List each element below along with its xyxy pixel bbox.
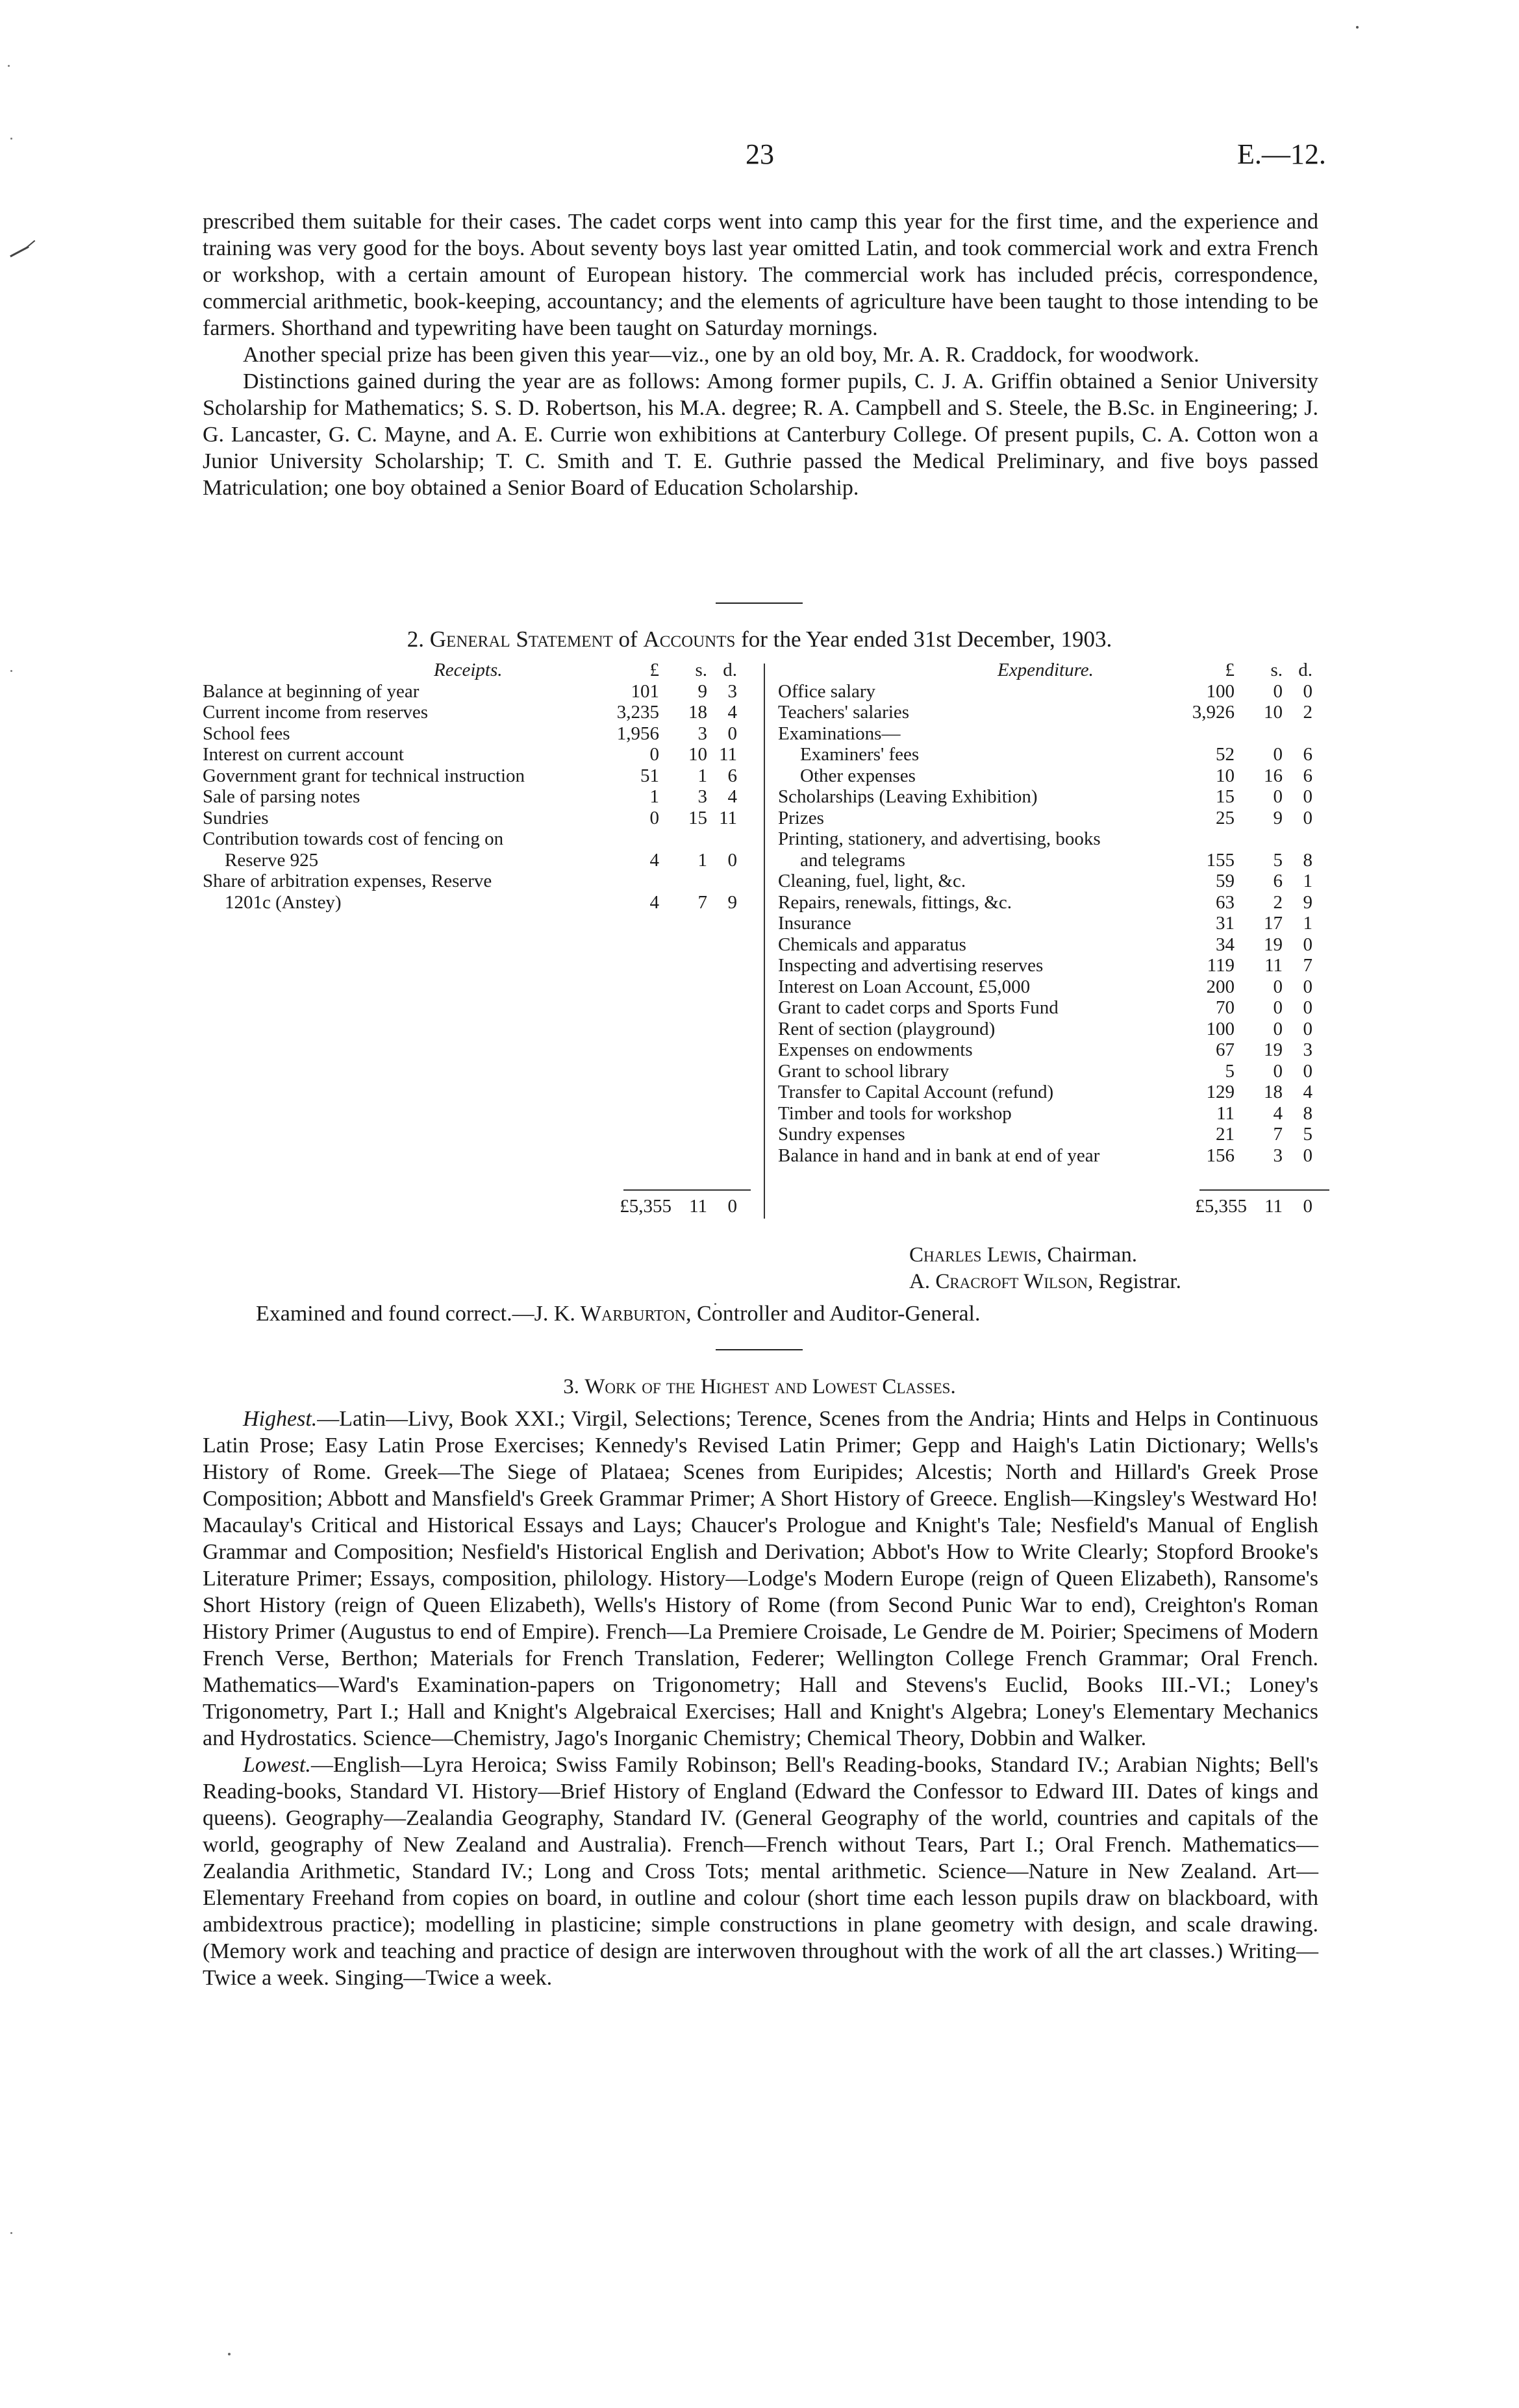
expenditure-shillings: 0 [1273, 976, 1283, 997]
paragraph: prescribed them suitable for their cases. The cadet corps went into camp this year for the first time, and the experience and training was very good for the boys. About seventy boys last year omitted Latin, and took commercial work and extra French or workshop, with a certain amount of European history. The commercial work has included précis, correspondence, commercial arithmetic, book-keeping, accountancy; and the elements of agriculture have been taught to those intending to be farmers. Shorthand and typewriting have been taught on Saturday mornings. [203, 210, 1318, 340]
expenditure-shillings: 16 [1264, 765, 1283, 786]
margin-pencil-mark [25, 240, 36, 249]
expenditure-row [778, 955, 1337, 976]
receipts-header-row [203, 660, 748, 681]
page-number: 23 [746, 138, 774, 170]
accounts-title-part: Accounts [643, 627, 736, 652]
accounts-title-part: for the Year ended 31st December, 1903. [741, 627, 1112, 652]
highest-paragraph [203, 1406, 1318, 1752]
expenditure-pence: 5 [1303, 1124, 1312, 1145]
receipts-shillings: 1 [697, 849, 707, 871]
total-rule [623, 1189, 751, 1191]
scan-speck [10, 670, 12, 672]
expenditure-pence: 4 [1303, 1082, 1312, 1102]
receipts-shillings: 3 [697, 786, 707, 807]
registrar-signature [909, 1269, 1181, 1295]
expenditure-shillings: 11 [1264, 955, 1283, 976]
expenditure-column [778, 660, 1337, 1166]
section-divider [716, 1349, 803, 1350]
receipts-row [203, 828, 748, 850]
expenditure-pence: 8 [1303, 849, 1312, 871]
receipts-label: Contribution towards cost of fencing on [203, 828, 504, 849]
expenditure-pounds: 200 [1206, 976, 1235, 997]
expenditure-total-shillings: 11 [1264, 1196, 1283, 1217]
receipts-row [203, 786, 748, 808]
expenditure-pounds: 156 [1206, 1145, 1235, 1166]
expenditure-pounds: 31 [1216, 913, 1235, 934]
receipts-total-pounds: £5,355 [620, 1196, 672, 1217]
receipts-pounds: 101 [631, 680, 659, 702]
expenditure-pounds: 59 [1216, 871, 1235, 891]
expenditure-row [778, 1103, 1337, 1124]
scan-speck [228, 2353, 231, 2355]
receipts-pounds: 51 [640, 765, 659, 786]
receipts-total-shillings: 11 [689, 1196, 707, 1217]
receipts-pence: 4 [727, 702, 737, 723]
work-text [203, 1406, 1318, 1991]
receipts-label: Interest on current account [203, 744, 404, 765]
receipts-pounds: 3,235 [616, 702, 659, 723]
expenditure-label: Prizes [778, 807, 824, 828]
receipts-shillings: 18 [688, 702, 707, 723]
work-title-number: 3. [563, 1375, 580, 1398]
expenditure-label: Transfer to Capital Account (refund) [778, 1082, 1054, 1102]
expenditure-label: and telegrams [800, 849, 905, 871]
receipts-pence: 11 [719, 744, 737, 765]
receipts-pence: 6 [727, 765, 737, 786]
expenditure-pence: 0 [1303, 786, 1312, 807]
expenditure-pence: 0 [1303, 1018, 1312, 1039]
expenditure-pounds: 52 [1216, 744, 1235, 765]
expenditure-shillings: 17 [1264, 913, 1283, 934]
expenditure-pence: 1 [1303, 913, 1312, 934]
highest-text: —Latin—Livy, Book XXI.; Virgil, Selections; Terence, Scenes from the Andria; Hints and Helps in Continuous Latin Prose; Easy Latin Prose Exercises; Kennedy's Revised Latin Primer; Gepp and Haigh's Latin Dictionary; Wells's History of Rome. Greek—The Siege of Plataea; Scenes from Euripides; Alcestis; North and Hillard's Greek Prose Composition; Abbott and Mansfield's Greek Grammar Primer; A Short History of Greece. English—Kingsley's Westward Ho! Macaulay's Critical and Historical Essays and Lays; Chaucer's Prologue and Knight's Tale; Nesfield's Manual of English Grammar and Composition; Nesfield's Historical English and Derivation; Abbot's How to Write Clearly; Stopford Brooke's Literature Primer; Essays, composition, philology. History—Lodge's Modern Europe (reign of Queen Elizabeth), Ransome's Short History (reign of Queen Elizabeth), Wells's History of Rome (from Second Punic War to end), Creighton's Roman History Primer (Augustus to end of Empire). French—La Premiere Croisade, Le Gendre de M. Poirier; Specimens of Modern French Verse, Berthon; Materials for French Translation, Federer; Wellington College French Grammar; Oral French. Mathematics—Ward's Examination-papers on Trigonometry; Hall and Stevens's Euclid, Books III.-VI.; Loney's Trigonometry, Part I.; Hall and Knight's Algebraical Exercises; Hall and Knight's Algebra; Loney's Elementary Mechanics and Hydrostatics. Science—Chemistry, Jago's Inorganic Chemistry; Chemical Theory, Dobbin and Walker. [203, 1407, 1318, 1750]
expenditure-row [778, 828, 1337, 850]
expenditure-pence: 7 [1303, 955, 1312, 976]
receipts-pence: 0 [727, 723, 737, 744]
receipts-shillings: 10 [688, 744, 707, 765]
section-divider [716, 602, 803, 604]
expenditure-pence: 9 [1303, 891, 1312, 913]
receipts-shillings: 7 [697, 891, 707, 913]
expenditure-label: Rent of section (playground) [778, 1018, 996, 1039]
expenditure-row [778, 808, 1337, 829]
expenditure-row [778, 681, 1337, 702]
receipts-label: Sale of parsing notes [203, 786, 360, 807]
expenditure-label: Balance in hand and in bank at end of year [778, 1145, 1100, 1166]
expenditure-shillings: 0 [1273, 1018, 1283, 1039]
receipts-shillings: 1 [697, 765, 707, 786]
expenditure-shillings: 0 [1273, 680, 1283, 702]
expenditure-shillings: 2 [1273, 891, 1283, 913]
expenditure-row [778, 1145, 1337, 1167]
receipts-row [203, 892, 748, 913]
expenditure-rows [778, 681, 1337, 1167]
receipts-pence: 9 [727, 891, 737, 913]
expenditure-pounds: 34 [1216, 934, 1235, 955]
expenditure-pence: 2 [1303, 702, 1312, 723]
pence-head: d. [1298, 660, 1312, 680]
expenditure-pounds: 3,926 [1192, 702, 1235, 723]
expenditure-pence: 0 [1303, 1145, 1312, 1166]
scan-speck [1356, 26, 1359, 29]
receipts-pounds: 1 [649, 786, 659, 807]
receipts-pence: 4 [727, 786, 737, 807]
expenditure-pounds: 15 [1216, 786, 1235, 807]
expenditure-pounds: 100 [1206, 1018, 1235, 1039]
expenditure-shillings: 0 [1273, 744, 1283, 765]
work-title-text: Work of the Highest and Lowest Classes. [584, 1375, 956, 1398]
expenditure-row [778, 786, 1337, 808]
expenditure-label: Chemicals and apparatus [778, 934, 966, 955]
expenditure-label: Examiners' fees [800, 744, 920, 765]
receipts-row [203, 702, 748, 723]
expenditure-label: Interest on Loan Account, £5,000 [778, 976, 1031, 997]
expenditure-label: Grant to school library [778, 1060, 949, 1082]
expenditure-shillings: 10 [1264, 702, 1283, 723]
receipts-pence: 0 [727, 849, 737, 871]
accounts-title-part: of [618, 627, 638, 652]
expenditure-row [778, 892, 1337, 913]
expenditure-shillings: 7 [1273, 1124, 1283, 1145]
expenditure-pence: 8 [1303, 1102, 1312, 1124]
receipts-label: Share of arbitration expenses, Reserve [203, 871, 492, 891]
expenditure-total-row [778, 1196, 1337, 1217]
receipts-row [203, 744, 748, 765]
expenditure-row [778, 871, 1337, 892]
expenditure-shillings: 18 [1264, 1082, 1283, 1102]
receipts-pounds: 0 [649, 807, 659, 828]
expenditure-shillings: 19 [1264, 934, 1283, 955]
expenditure-shillings: 0 [1273, 997, 1283, 1018]
accounts-title [0, 627, 1519, 652]
expenditure-label: Cleaning, fuel, light, &c. [778, 871, 966, 891]
work-title [0, 1375, 1519, 1399]
expenditure-row [778, 1039, 1337, 1061]
registrar-title: , Registrar. [1087, 1270, 1181, 1293]
shillings-head: s. [1270, 660, 1283, 680]
receipts-label: Balance at beginning of year [203, 680, 420, 702]
lowest-paragraph [203, 1752, 1318, 1991]
expenditure-pence: 6 [1303, 765, 1312, 786]
receipts-label: 1201c (Anstey) [225, 891, 342, 913]
expenditure-pounds: 25 [1216, 807, 1235, 828]
expenditure-pence: 0 [1303, 934, 1312, 955]
expenditure-pence: 1 [1303, 871, 1312, 891]
expenditure-label: Scholarships (Leaving Exhibition) [778, 786, 1038, 807]
expenditure-shillings: 19 [1264, 1039, 1283, 1060]
expenditure-pounds: 11 [1216, 1102, 1235, 1124]
pence-head: d. [723, 660, 737, 680]
receipts-pounds: 4 [649, 891, 659, 913]
receipts-label: Current income from reserves [203, 702, 429, 723]
expenditure-row [778, 1019, 1337, 1040]
expenditure-label: Teachers' salaries [778, 702, 910, 723]
receipts-row [203, 765, 748, 787]
auditor-name: J. K. Warburton [534, 1302, 686, 1326]
expenditure-pence: 0 [1303, 1060, 1312, 1082]
receipts-pounds: 1,956 [616, 723, 659, 744]
receipts-pounds: 0 [649, 744, 659, 765]
total-rule [1199, 1189, 1329, 1191]
expenditure-heading: Expenditure. [998, 660, 1094, 680]
expenditure-shillings: 5 [1273, 849, 1283, 871]
receipts-label: Government grant for technical instruction [203, 765, 525, 786]
expenditure-label: Other expenses [800, 765, 916, 786]
receipts-row [203, 808, 748, 829]
chairman-signature [909, 1242, 1137, 1268]
expenditure-pounds: 119 [1207, 955, 1235, 976]
audit-suffix: , Controller and Auditor-General. [686, 1302, 981, 1326]
expenditure-label: Inspecting and advertising reserves [778, 955, 1044, 976]
expenditure-row [778, 913, 1337, 934]
expenditure-shillings: 6 [1273, 871, 1283, 891]
intro-text [203, 208, 1318, 501]
expenditure-pounds: 5 [1225, 1060, 1235, 1082]
expenditure-pence: 0 [1303, 997, 1312, 1018]
expenditure-label: Expenses on endowments [778, 1039, 973, 1060]
expenditure-pounds: 67 [1216, 1039, 1235, 1060]
expenditure-row [778, 702, 1337, 723]
receipts-pounds: 4 [649, 849, 659, 871]
expenditure-pence: 0 [1303, 807, 1312, 828]
chairman-name: Charles Lewis [909, 1243, 1037, 1267]
expenditure-row [778, 976, 1337, 998]
receipts-row [203, 850, 748, 871]
receipts-shillings: 15 [688, 807, 707, 828]
receipts-heading: Receipts. [434, 660, 503, 680]
expenditure-pence: 0 [1303, 976, 1312, 997]
chairman-title: , Chairman. [1036, 1243, 1137, 1267]
expenditure-pence: 3 [1303, 1039, 1312, 1060]
receipts-label: Reserve 925 [225, 849, 319, 871]
audit-statement [256, 1301, 981, 1327]
expenditure-total-pence: 0 [1303, 1196, 1312, 1217]
receipts-label: Sundries [203, 807, 269, 828]
audit-prefix: Examined and found correct.— [256, 1302, 534, 1326]
expenditure-row [778, 997, 1337, 1019]
expenditure-label: Repairs, renewals, fittings, &c. [778, 891, 1012, 913]
expenditure-row [778, 1061, 1337, 1082]
expenditure-pounds: 155 [1206, 849, 1235, 871]
column-separator [764, 664, 765, 1219]
scan-speck [8, 65, 10, 67]
expenditure-pounds: 10 [1216, 765, 1235, 786]
expenditure-shillings: 9 [1273, 807, 1283, 828]
paragraph: Distinctions gained during the year are as follows: Among former pupils, C. J. A. Griffin obtained a Senior University Scholarship for Mathematics; S. S. D. Robertson, his M.A. degree; R. A. Campbell and S. Steele, the B.Sc. in Engineering; J. G. Lancaster, G. C. Mayne, and A. E. Currie won exhibitions at Canterbury College. Of present pupils, C. A. Cotton won a Junior University Scholarship; T. C. Smith and T. E. Guthrie passed the Medical Preliminary, and five boys passed Matriculation; one boy obtained a Senior Board of Education Scholarship. [203, 369, 1318, 500]
pounds-head: £ [1225, 660, 1235, 680]
expenditure-label: Sundry expenses [778, 1124, 905, 1145]
scan-speck [10, 138, 12, 140]
receipts-total-pence: 0 [727, 1196, 737, 1217]
expenditure-pence: 6 [1303, 744, 1312, 765]
expenditure-label: Insurance [778, 913, 851, 934]
shillings-head: s. [695, 660, 707, 680]
receipts-row [203, 723, 748, 745]
expenditure-pounds: 70 [1216, 997, 1235, 1018]
expenditure-label: Grant to cadet corps and Sports Fund [778, 997, 1059, 1018]
pounds-head: £ [649, 660, 659, 680]
registrar-name: A. Cracroft Wilson [909, 1270, 1088, 1293]
receipts-shillings: 9 [697, 680, 707, 702]
expenditure-row [778, 1082, 1337, 1103]
expenditure-shillings: 4 [1273, 1102, 1283, 1124]
expenditure-pounds: 129 [1206, 1082, 1235, 1102]
receipts-row [203, 871, 748, 892]
expenditure-shillings: 3 [1273, 1145, 1283, 1166]
expenditure-pounds: 100 [1206, 680, 1235, 702]
lowest-label: Lowest. [243, 1753, 311, 1777]
expenditure-row [778, 744, 1337, 765]
accounts-title-part: General Statement [429, 627, 613, 652]
expenditure-label: Office salary [778, 680, 876, 702]
expenditure-label: Timber and tools for workshop [778, 1102, 1012, 1124]
expenditure-row [778, 934, 1337, 956]
receipts-total-row [203, 1196, 748, 1217]
highest-label: Highest. [243, 1407, 318, 1431]
expenditure-pence: 0 [1303, 680, 1312, 702]
receipts-rows [203, 681, 748, 913]
lowest-text: —English—Lyra Heroica; Swiss Family Robinson; Bell's Reading-books, Standard IV.; Arabian Nights; Bell's Reading-books, Standard VI. History—Brief History of England (Edward the Confessor to Edward III. Dates of kings and queens). Geography—Zealandia Geography, Standard IV. (General Geography of the world, countries and capitals of the world, geography of New Zealand and Australia). French—French without Tears, Part I.; Oral French. Mathematics—Zealandia Arithmetic, Standard IV.; Long and Cross Tots; mental arithmetic. Science—Nature in New Zealand. Art—Elementary Freehand from copies on board, in outline and colour (short time each lesson pupils draw on blackboard, with ambidextrous practice); modelling in plasticine; simple constructions in plane geometry with design, and scale drawing. (Memory work and teaching and practice of design are interwoven throughout with the work of all the art classes.) Writing—Twice a week. Singing—Twice a week. [203, 1753, 1318, 1990]
receipts-row [203, 681, 748, 702]
expenditure-shillings: 0 [1273, 786, 1283, 807]
accounts-title-number: 2. [407, 627, 425, 652]
receipts-shillings: 3 [697, 723, 707, 744]
expenditure-row [778, 765, 1337, 787]
expenditure-label: Printing, stationery, and advertising, books [778, 828, 1101, 849]
receipts-pence: 3 [727, 680, 737, 702]
paragraph: Another special prize has been given this year—viz., one by an old boy, Mr. A. R. Craddock, for woodwork. [243, 343, 1199, 367]
expenditure-label: Examinations— [778, 723, 901, 744]
expenditure-row [778, 850, 1337, 871]
expenditure-shillings: 0 [1273, 1060, 1283, 1082]
expenditure-row [778, 1124, 1337, 1145]
expenditure-pounds: 63 [1216, 891, 1235, 913]
receipts-pence: 11 [719, 807, 737, 828]
expenditure-pounds: 21 [1216, 1124, 1235, 1145]
expenditure-total-pounds: £5,355 [1195, 1196, 1247, 1217]
expenditure-row [778, 723, 1337, 745]
receipts-column [203, 660, 748, 913]
document-code: E.—12. [1237, 138, 1326, 170]
expenditure-header-row [778, 660, 1337, 681]
scan-speck [10, 2232, 12, 2234]
receipts-label: School fees [203, 723, 290, 744]
